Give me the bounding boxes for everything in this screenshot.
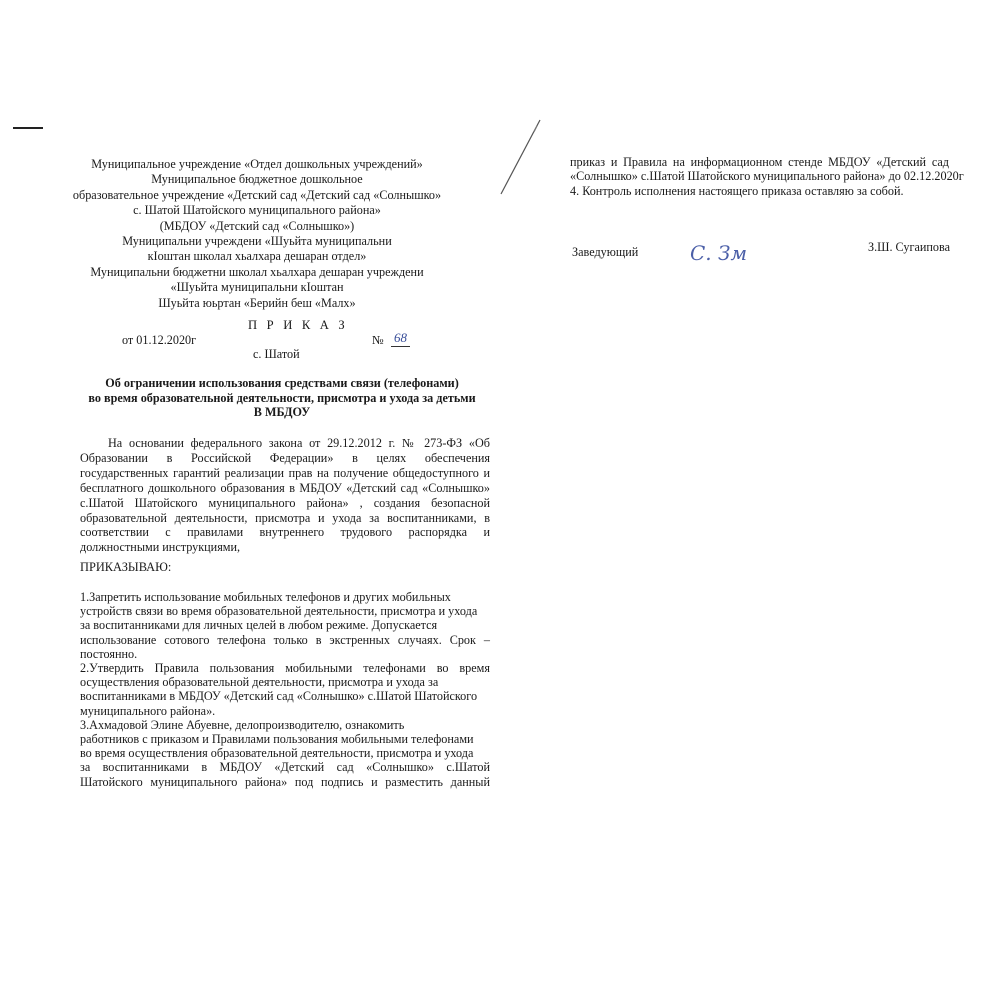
item-line: во время осуществления образовательной деятельности, присмотра и ухода: [80, 746, 474, 761]
order-title: П Р И К А З: [248, 318, 348, 332]
item-line: постоянно.: [80, 646, 138, 661]
order-items: [80, 590, 490, 789]
basis-line: образовательной деятельности, присмотра и ухода за воспитанниками, в: [80, 510, 490, 525]
item-line: 1.Запретить использование мобильных телефонов и других мобильных: [80, 590, 451, 604]
letterhead-line: «Шуьйта муниципальни кIоштан: [170, 280, 344, 295]
item-line: за воспитанниками в МБДОУ «Детский сад «Солнышко» с.Шатой: [80, 760, 490, 775]
item-line: муниципального района».: [80, 703, 216, 718]
letterhead-line: Муниципальни учреждени «Шуьйта муниципальни: [122, 234, 392, 249]
signatory-name: З.Ш. Сугаипова: [868, 240, 951, 254]
letterhead-line: Муниципальное учреждение «Отдел дошкольных учреждений»: [91, 157, 423, 171]
order-number-label: №: [372, 333, 384, 347]
item-line: работников с приказом и Правилами пользования мобильными телефонами: [80, 732, 474, 747]
subject-line: Об ограничении использования средствами связи (телефонами): [105, 376, 459, 390]
item-line: 3.Ахмадовой Элине Абуевне, делопроизводителю, ознакомить: [80, 717, 405, 732]
basis-line: соответствии с правилами внутреннего трудового распорядка и: [80, 525, 490, 540]
item-line: использование сотового телефона только в экстренных случаях. Срок –: [80, 632, 490, 647]
letterhead-line: (МБДОУ «Детский сад «Солнышко»): [159, 218, 355, 233]
item-line: осуществления образовательной деятельности, присмотра и ухода за: [80, 675, 439, 690]
letterhead-line: образовательное учреждение «Детский сад «Детский сад «Солнышко»: [72, 187, 442, 202]
item-line: воспитанниками в МБДОУ «Детский сад «Солнышко» с.Шатой Шатойского: [80, 689, 478, 704]
page-edge-mark: [13, 127, 43, 129]
item-line: Шатойского муниципального района» под подпись и разместить данный: [80, 774, 490, 789]
letterhead-line: Шуьйта юьртан «Берийн беш «Малх»: [158, 295, 356, 310]
order-verb: ПРИКАЗЫВАЮ:: [80, 560, 172, 574]
continuation-line: «Солнышко» с.Шатой Шатойского муниципального района» до 02.12.2020г: [570, 169, 964, 184]
continuation-column: [570, 155, 964, 198]
item-line: за воспитанниками для личных целей в любом режиме. Допускается: [80, 618, 438, 633]
handwritten-signature: С. Зм: [690, 241, 748, 265]
order-subject: [62, 376, 502, 420]
basis-line: должностными инструкциями,: [80, 540, 241, 555]
letterhead: [62, 157, 452, 311]
basis-line: На основании федерального закона от 29.12.2012 г. № 273-ФЗ «Об: [108, 436, 490, 450]
basis-line: с.Шатой Шатойского муниципального района» , создания безопасной: [80, 495, 490, 510]
item-line: устройств связи во время образовательной деятельности, присмотра и ухода: [80, 604, 478, 619]
order-number-handwritten: 68: [391, 330, 410, 347]
letterhead-line: с. Шатой Шатойского муниципального района»: [133, 203, 381, 218]
basis-line: бесплатного дошкольного образования в МБДОУ «Детский сад «Солнышко»: [80, 480, 490, 495]
basis-line: государственных гарантий реализации прав на получение общедоступного и: [80, 465, 490, 480]
continuation-line: 4. Контроль исполнения настоящего приказа оставляю за собой.: [570, 183, 904, 198]
order-place: с. Шатой: [253, 347, 300, 361]
continuation-line: приказ и Правила на информационном стенде МБДОУ «Детский сад: [570, 155, 949, 169]
item-line: 2.Утвердить Правила пользования мобильными телефонами во время: [80, 661, 490, 676]
order-date: от 01.12.2020г: [122, 333, 197, 347]
basis-line: Образовании в Российской Федерации» в целях обеспечения: [80, 450, 490, 465]
basis-paragraph: [80, 436, 490, 555]
subject-line: В МБДОУ: [253, 405, 311, 420]
subject-line: во время образовательной деятельности, присмотра и ухода за детьми: [88, 390, 476, 405]
pen-stroke-mark: [498, 118, 542, 198]
letterhead-line: Муниципальное бюджетное дошкольное: [151, 172, 363, 187]
letterhead-line: кIоштан школал хьалхара дешаран отдел»: [147, 249, 367, 264]
signatory-title: Заведующий: [572, 245, 639, 259]
letterhead-line: Муниципальни бюджетни школал хьалхара дешаран учреждени: [90, 264, 424, 279]
